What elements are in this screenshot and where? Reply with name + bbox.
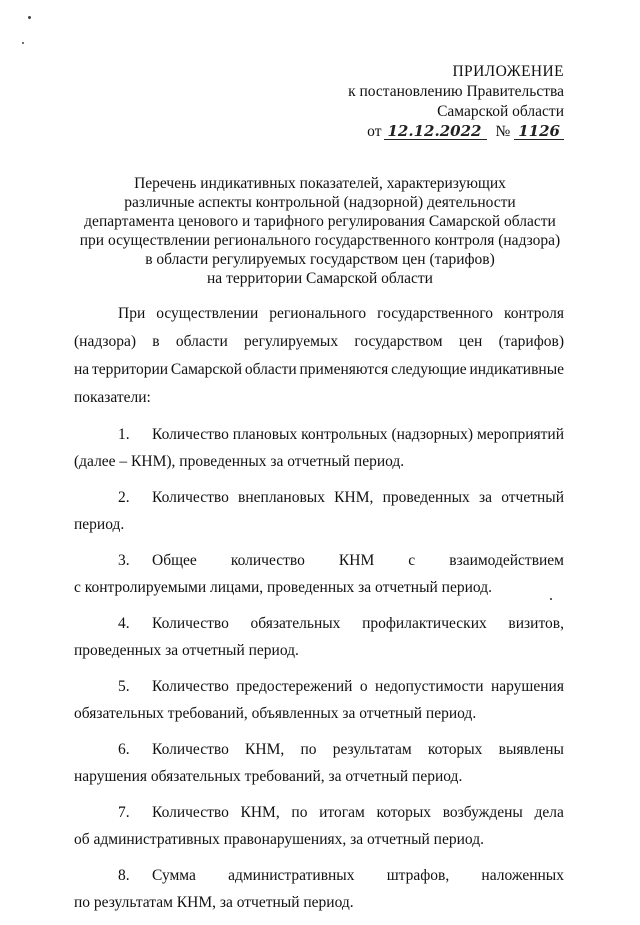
word: отчетный [501, 489, 564, 506]
word: взаимодействием [449, 552, 564, 569]
list-item-continuation: обязательных требований, объявленных за отчетный период. [74, 705, 477, 722]
word: осуществлении [156, 305, 259, 322]
word: о [359, 678, 368, 695]
word: проведенных [382, 489, 470, 506]
word: с [408, 552, 416, 569]
word: предостережений [236, 678, 353, 695]
list-item [74, 862, 564, 916]
list-item-text [152, 610, 564, 637]
list-item-number: 5. [118, 678, 130, 695]
heading-line: на территории Самарской области [207, 270, 433, 287]
word: Количество [152, 615, 229, 632]
list-item-text [152, 484, 564, 511]
intro-line [74, 356, 564, 384]
handwritten-date: 12.12.2022 [384, 123, 488, 140]
word: применяются [299, 361, 389, 378]
word: дела [534, 804, 564, 821]
word: КНМ [338, 552, 375, 569]
appendix-line-2: Самарской области [437, 103, 564, 120]
heading-line: Перечень индикативных показателей, характеризующих [134, 175, 506, 192]
list-item-first-line [74, 799, 564, 826]
list-item-first-line [74, 736, 564, 763]
word: области [244, 361, 297, 378]
appendix-date-line [304, 122, 564, 142]
list-item-text [152, 547, 564, 574]
word: государством [354, 333, 443, 350]
word: При [118, 305, 146, 322]
from-label: от [367, 123, 382, 140]
scan-speck [28, 16, 31, 19]
word: внеплановых [238, 489, 325, 506]
list-item-text [152, 799, 564, 826]
list-item-first-line [74, 547, 564, 574]
list-item [74, 610, 564, 664]
list-item-first-line [74, 484, 564, 511]
word: КНМ, [240, 804, 280, 821]
word: регионального [269, 305, 367, 322]
word: Общее [152, 552, 197, 569]
list-item-continuation: об административных правонарушениях, за отчетный период. [74, 831, 484, 848]
list-item-number: 8. [118, 867, 130, 884]
word: индикативные [469, 361, 564, 378]
list-item [74, 547, 564, 601]
list-item-number: 4. [118, 615, 130, 632]
word: (тарифов) [498, 333, 564, 350]
word: (надзорных) [391, 426, 474, 443]
word: регулируемых [244, 333, 339, 350]
word: КНМ, [245, 741, 285, 758]
heading-line: департамента ценового и тарифного регулирования Самарской области [84, 213, 556, 230]
word: в [152, 333, 160, 350]
document-heading [70, 174, 570, 288]
word: области [175, 333, 228, 350]
word: мероприятий [476, 426, 564, 443]
word: итогам [319, 804, 365, 821]
list-item-text [152, 673, 564, 700]
word: недопустимости [375, 678, 484, 695]
list-item-continuation: с контролируемыми лицами, проведенных за отчетный период. [74, 579, 492, 596]
word: которых [427, 741, 483, 758]
word: профилактических [362, 615, 487, 632]
list-item-text [152, 421, 564, 448]
word: результатам [332, 741, 412, 758]
list-item-number: 6. [118, 741, 130, 758]
word: Количество [152, 489, 229, 506]
word: Количество [152, 804, 229, 821]
list-item [74, 799, 564, 853]
list-item-continuation: проведенных за отчетный период. [74, 642, 299, 659]
word: возбуждены [442, 804, 523, 821]
document-body [74, 300, 564, 925]
word: по [300, 741, 317, 758]
list-item-continuation: период. [74, 516, 125, 533]
heading-line: различные аспекты контрольной (надзорной) деятельности [124, 194, 516, 211]
list-item-first-line [74, 610, 564, 637]
word: которых [376, 804, 432, 821]
list-item-number: 1. [118, 426, 130, 443]
list-item [74, 673, 564, 727]
appendix-title: ПРИЛОЖЕНИЕ [452, 63, 564, 80]
intro-line: показатели: [74, 389, 151, 406]
list-item-continuation: по результатам КНМ, за отчетный период. [74, 894, 354, 911]
word: выявлены [498, 741, 564, 758]
list-item-continuation: (далее – КНМ), проведенных за отчетный период. [74, 453, 405, 470]
intro-paragraph [74, 300, 564, 412]
word: обязательных [250, 615, 341, 632]
list-item-first-line [74, 673, 564, 700]
list-item-number: 7. [118, 804, 130, 821]
appendix-block [304, 62, 564, 142]
word: цен [458, 333, 483, 350]
scan-speck [22, 42, 24, 44]
word: Количество [152, 426, 229, 443]
number-label: № [495, 123, 511, 140]
list-item-number: 2. [118, 489, 130, 506]
word: КНМ, [334, 489, 374, 506]
word: следующие [391, 361, 467, 378]
word: наложенных [481, 867, 564, 884]
appendix-line-1: к постановлению Правительства [348, 83, 564, 100]
word: штрафов, [386, 867, 450, 884]
list-item-number: 3. [118, 552, 130, 569]
word: Количество [152, 678, 229, 695]
word: контроля [504, 305, 564, 322]
list-item [74, 736, 564, 790]
list-item-first-line [74, 421, 564, 448]
word: по [291, 804, 308, 821]
list-item [74, 484, 564, 538]
heading-line: в области регулируемых государством цен (тарифов) [145, 251, 495, 268]
word: (надзора) [74, 333, 136, 350]
word: Самарской [170, 361, 243, 378]
word: территории [91, 361, 169, 378]
heading-line: при осуществлении регионального государственного контроля (надзора) [79, 232, 561, 249]
word: административных [228, 867, 355, 884]
word: на [74, 361, 90, 378]
word: Количество [152, 741, 229, 758]
list-item-continuation: нарушения обязательных требований, за отчетный период. [74, 768, 463, 785]
word: Сумма [152, 867, 196, 884]
handwritten-number: 1126 [514, 123, 564, 140]
word: контрольных [301, 426, 388, 443]
word: количество [230, 552, 305, 569]
word: визитов, [508, 615, 564, 632]
list-item-text [152, 736, 564, 763]
word: за [479, 489, 493, 506]
list-item [74, 421, 564, 475]
list-item-first-line [74, 862, 564, 889]
word: плановых [232, 426, 298, 443]
word: нарушения [490, 678, 564, 695]
intro-line [74, 300, 564, 328]
word: государственного [377, 305, 494, 322]
list-item-text [152, 862, 564, 889]
intro-line [74, 328, 564, 356]
